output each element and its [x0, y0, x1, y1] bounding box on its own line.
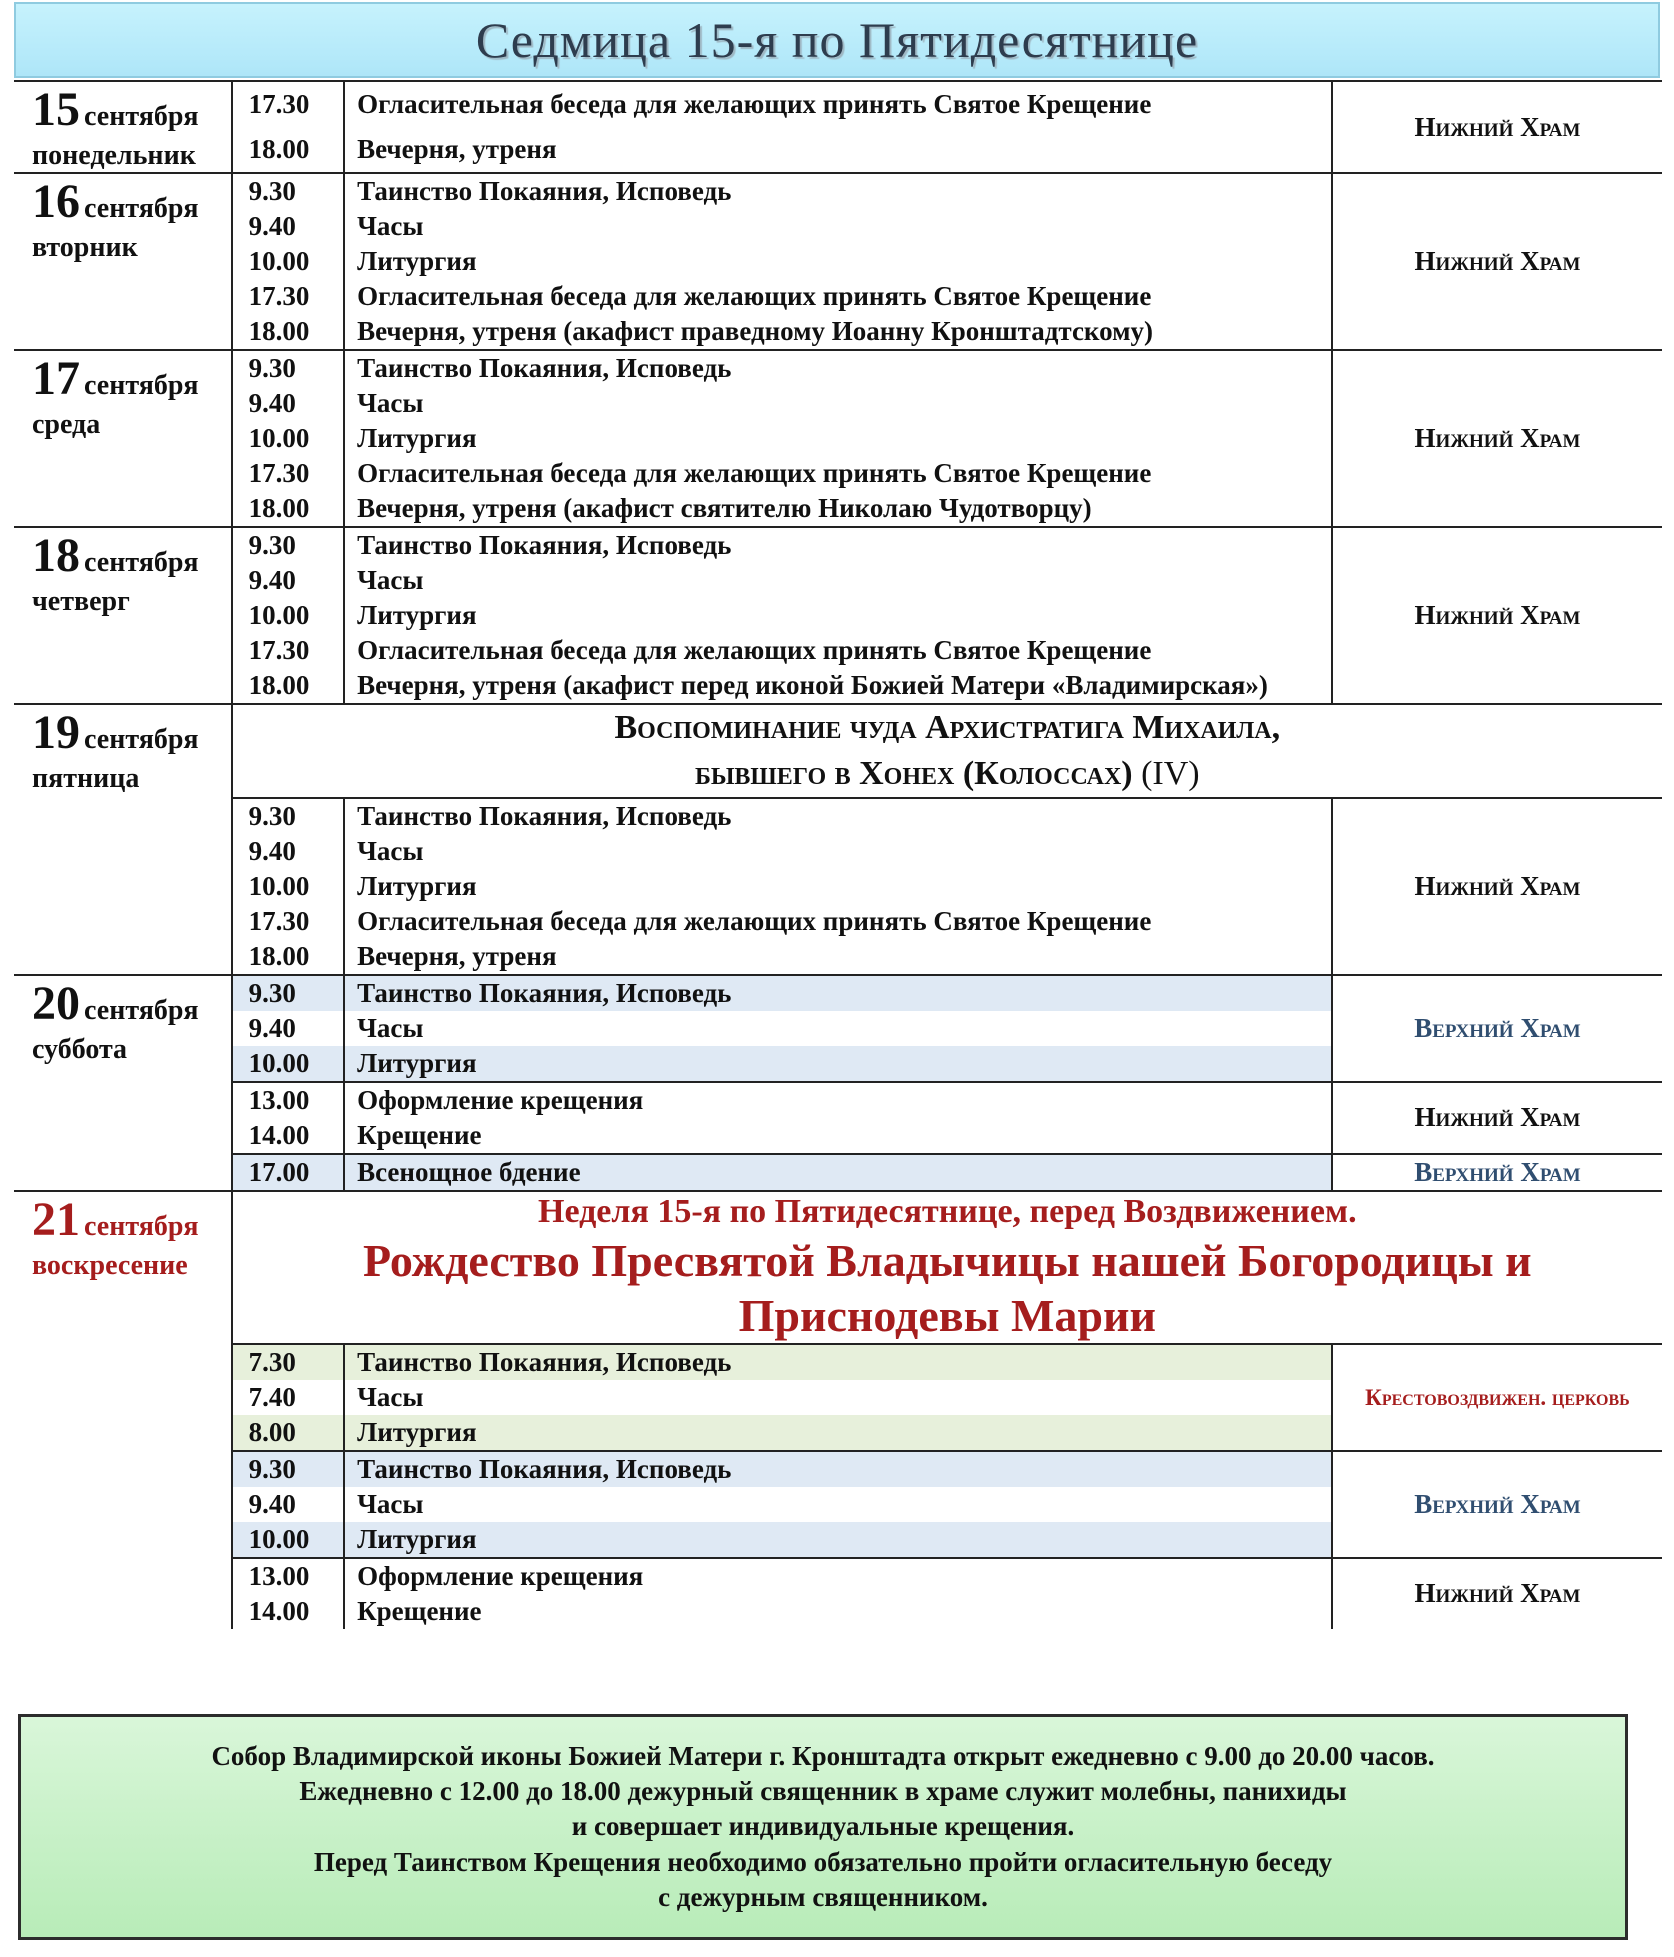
service-name: Крещение [357, 1596, 482, 1627]
service-time: 10.00 [232, 1522, 344, 1558]
service-name: Часы [357, 836, 424, 867]
service-time: 9.40 [232, 209, 344, 244]
location-label: Нижний Храм [1332, 527, 1662, 704]
day-month: сентября [84, 370, 199, 401]
service-name: Огласительная беседа для желающих принять Святое Крещение [357, 281, 1152, 312]
service-time: 14.00 [232, 1118, 344, 1154]
service-name: Огласительная беседа для желающих принять Святое Крещение [344, 81, 1332, 127]
day-month: сентября [84, 547, 199, 578]
service-time: 9.40 [232, 1487, 344, 1522]
day-number: 21 [32, 1192, 80, 1246]
service-time: 10.00 [232, 244, 344, 279]
service-name: Литургия [357, 600, 477, 631]
service-time: 9.40 [232, 386, 344, 421]
day-number: 19 [32, 706, 80, 759]
day-cell [14, 173, 232, 350]
service-name: Таинство Покаяния, Исповедь [344, 527, 1332, 563]
service-time: 7.30 [232, 1344, 344, 1380]
service-time: 9.30 [232, 350, 344, 386]
location-label: Нижний Храм [1332, 798, 1662, 975]
feast-line-text: бывшего в Хонех (Колоссах) [694, 754, 1133, 792]
service-time: 9.40 [232, 563, 344, 598]
service-time: 9.30 [232, 527, 344, 563]
location-label: Нижний Храм [1332, 173, 1662, 350]
service-time: 18.00 [232, 127, 344, 173]
day-number: 16 [32, 175, 80, 228]
day-weekday: пятница [32, 763, 140, 794]
schedule-row [14, 81, 1662, 127]
day-month: сентября [84, 994, 199, 1026]
service-time: 18.00 [232, 491, 344, 527]
schedule-row [14, 1154, 1662, 1191]
service-name: Вечерня, утреня (акафист перед иконой Божией Матери «Владимирская») [357, 670, 1268, 701]
day-weekday: суббота [32, 1033, 128, 1065]
service-name: Литургия [357, 871, 477, 902]
service-time: 17.30 [232, 279, 344, 314]
service-name: Литургия [344, 1522, 1332, 1558]
service-name: Часы [357, 565, 424, 596]
service-name: Таинство Покаяния, Исповедь [344, 798, 1332, 834]
feast-line: Рождество Пресвятой Владычицы нашей Богородицы и [362, 1234, 1532, 1286]
service-name: Таинство Покаяния, Исповедь [344, 975, 1332, 1011]
day-cell [14, 350, 232, 527]
service-name: Таинство Покаяния, Исповедь [344, 173, 1332, 209]
location-label: Верхний Храм [1332, 1451, 1662, 1558]
service-time: 9.30 [232, 173, 344, 209]
service-name: Огласительная беседа для желающих принять Святое Крещение [357, 906, 1152, 937]
schedule-row [14, 173, 1662, 209]
day-weekday: четверг [32, 586, 130, 617]
service-time: 9.40 [232, 834, 344, 869]
service-name: Вечерня, утреня (акафист праведному Иоанну Кронштадтскому) [357, 316, 1153, 347]
feast-line: Воспоминание чуда Архистратига Михаила, [614, 709, 1281, 746]
service-time: 17.30 [232, 904, 344, 939]
service-name: Литургия [357, 423, 477, 454]
service-time: 13.00 [232, 1082, 344, 1118]
service-time: 17.30 [232, 81, 344, 127]
day-cell [14, 81, 232, 173]
schedule-row [14, 527, 1662, 563]
service-name: Вечерня, утреня [357, 134, 557, 165]
service-name: Вечерня, утреня (акафист святителю Николаю Чудотворцу) [357, 493, 1092, 524]
day-weekday: среда [32, 409, 101, 440]
notice-line: Ежедневно с 12.00 до 18.00 дежурный священник в храме служит молебны, панихиды [299, 1776, 1347, 1807]
day-weekday: понедельник [32, 140, 196, 171]
service-name: Оформление крещения [344, 1082, 1332, 1118]
service-name: Таинство Покаяния, Исповедь [344, 350, 1332, 386]
day-number: 17 [32, 352, 80, 405]
schedule-row [14, 975, 1662, 1011]
service-name: Всенощное бдение [344, 1154, 1332, 1191]
service-time: 17.30 [232, 456, 344, 491]
schedule-row [14, 1344, 1662, 1380]
page-title: Седмица 15-я по Пятидесятнице [14, 2, 1660, 78]
schedule-row [14, 1558, 1662, 1594]
service-name: Литургия [357, 246, 477, 277]
location-label: Нижний Храм [1332, 81, 1662, 173]
service-time: 17.30 [232, 633, 344, 668]
feast-line: Неделя 15-я по Пятидесятнице, перед Воздвижением. [538, 1192, 1357, 1230]
service-time: 14.00 [232, 1594, 344, 1629]
service-time: 10.00 [232, 1046, 344, 1082]
service-time: 8.00 [232, 1415, 344, 1451]
day-number: 15 [32, 83, 80, 136]
service-name: Литургия [344, 1415, 1332, 1451]
feast-line [233, 751, 1662, 797]
feast-title [232, 1191, 1662, 1344]
notice-line: и совершает индивидуальные крещения. [571, 1811, 1075, 1842]
service-time: 18.00 [232, 314, 344, 350]
location-label: Крестовоздвижен. церковь [1332, 1344, 1662, 1451]
location-label: Верхний Храм [1332, 975, 1662, 1082]
day-number: 20 [32, 976, 80, 1030]
schedule-row [14, 1451, 1662, 1487]
feast-line: Приснодевы Марии [738, 1289, 1157, 1341]
feast-title [232, 704, 1662, 798]
service-name: Часы [357, 1489, 424, 1520]
service-time: 10.00 [232, 869, 344, 904]
service-time: 17.00 [232, 1154, 344, 1191]
service-name: Оформление крещения [344, 1558, 1332, 1594]
day-cell [14, 975, 232, 1191]
notice-line: Перед Таинством Крещения необходимо обязательно пройти огласительную беседу [313, 1846, 1333, 1877]
service-name: Огласительная беседа для желающих принять Святое Крещение [357, 458, 1152, 489]
service-time: 18.00 [232, 668, 344, 704]
service-name: Таинство Покаяния, Исповедь [344, 1451, 1332, 1487]
schedule-row [14, 1082, 1662, 1118]
day-cell [14, 704, 232, 975]
day-weekday: вторник [32, 232, 138, 263]
day-month: сентября [84, 101, 199, 132]
day-cell [14, 1191, 232, 1629]
service-name: Часы [357, 1013, 424, 1044]
service-time: 9.30 [232, 798, 344, 834]
location-label: Нижний Храм [1332, 1082, 1662, 1154]
service-time: 18.00 [232, 939, 344, 975]
schedule-table [14, 80, 1662, 1629]
location-label: Нижний Храм [1332, 1558, 1662, 1629]
day-month: сентября [84, 724, 199, 755]
day-number: 18 [32, 529, 80, 582]
service-time: 9.30 [232, 1451, 344, 1487]
day-month: сентября [84, 193, 199, 224]
service-time: 9.30 [232, 975, 344, 1011]
feast-row [14, 704, 1662, 798]
feast-row [14, 1191, 1662, 1344]
location-label: Нижний Храм [1332, 350, 1662, 527]
day-weekday: воскресение [32, 1249, 188, 1281]
service-name: Таинство Покаяния, Исповедь [344, 1344, 1332, 1380]
service-name: Огласительная беседа для желающих принять Святое Крещение [357, 635, 1152, 666]
service-time: 9.40 [232, 1011, 344, 1046]
service-name: Часы [357, 388, 424, 419]
schedule-row [14, 350, 1662, 386]
feast-line-suffix: (IV) [1141, 754, 1200, 792]
notice-line: с дежурным священником. [658, 1881, 988, 1912]
day-cell [14, 527, 232, 704]
service-name: Крещение [357, 1120, 482, 1151]
service-time: 7.40 [232, 1380, 344, 1415]
schedule-row [14, 798, 1662, 834]
service-name: Вечерня, утреня [357, 941, 557, 972]
service-time: 10.00 [232, 598, 344, 633]
service-time: 13.00 [232, 1558, 344, 1594]
service-name: Часы [357, 211, 424, 242]
service-name: Литургия [344, 1046, 1332, 1082]
service-time: 10.00 [232, 421, 344, 456]
day-month: сентября [84, 1210, 199, 1242]
notice-box [18, 1714, 1628, 1940]
service-name: Часы [357, 1382, 424, 1413]
notice-line: Собор Владимирской иконы Божией Матери г. Кронштадта открыт ежедневно с 9.00 до 20.00 часов. [211, 1741, 1435, 1772]
location-label: Верхний Храм [1332, 1154, 1662, 1191]
